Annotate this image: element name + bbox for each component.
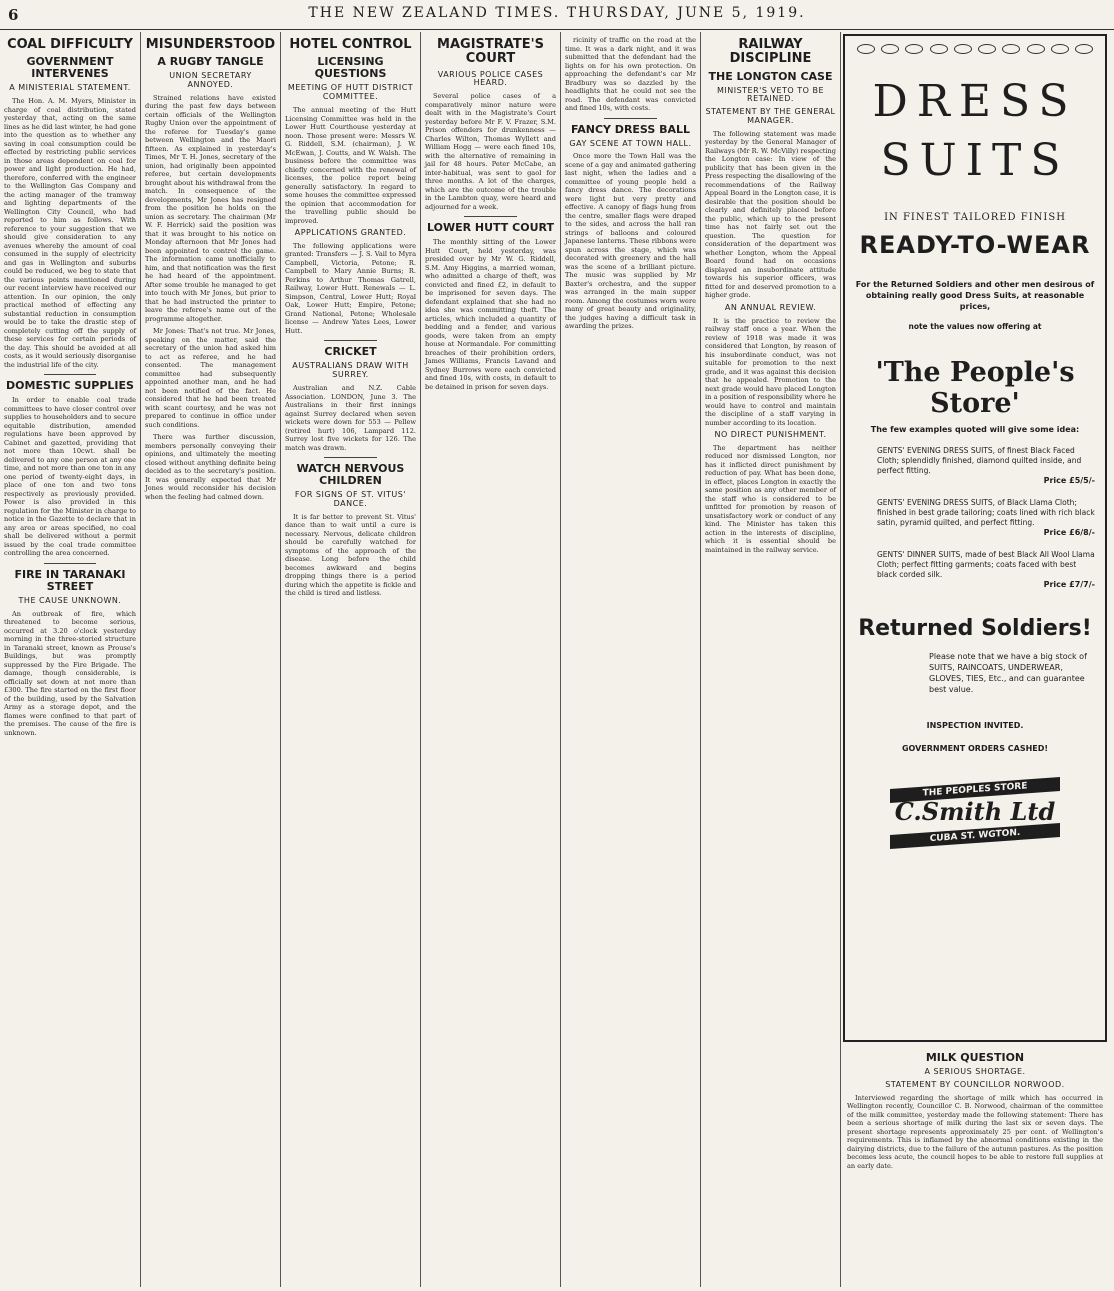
ad-ready-to-wear: READY-TO-WEAR [859,231,1091,259]
column-rugby [141,32,280,1287]
ad-subtitle: IN FINEST TAILORED FINISH [884,212,1066,223]
column-hotel [281,32,420,1287]
ad-item-price: Price £6/8/- [1043,528,1095,537]
headline-coal-difficulty: COAL DIFFICULTY [7,37,133,52]
article-text: Mr Jones: That's not true. Mr Jones, speaking on the matter, said the secretary of the union had asked him to act as referee, and he had consented. The management committee had subsequently appointed another man, and he had not been notified of the fact. He considered that he had been treated with scant courtesy, and he was not prepared to continue in office under such conditions. [145,327,276,429]
article-text: The department has neither reduced nor dismissed Longton, nor has it inflicted direct punishment by reduction of pay. What has been done, in effect, places Longton in exactly the same position as any other member of the staff who is considered to be unfitted for promotion by reason of unsatisfactory work or conduct of any kind. The Minister has taken this action in the interests of discipline, which it is essential should be maintained in the railway service. [705,443,836,554]
masthead [0,0,1114,30]
deck-cause-unknown: THE CAUSE UNKNOWN. [18,596,122,606]
article-text: The following applications were granted: Transfers — J. S. Vail to Myra Campbell, Victoria, Petone; R. Campbell to Mary Annie Burns; R. Perkins to Arthur Thomas Gatrell, Railway, Lower Hutt. Renewals — L. Simpson, Central, Lower Hutt; Royal Oak, Lower Hutt; Empire, Petone; Grand National, Petone; Wholesale license — Andrew Yates Lees, Lower Hutt. [285,241,416,335]
headline-nervous-children: WATCH NERVOUS CHILDREN [296,462,405,488]
divider [324,340,376,341]
deck-licensing: LICENSING QUESTIONS [314,55,387,81]
column-ball [561,32,700,1287]
article-text: The Hon. A. M. Myers, Minister in charge of coal distribution, stated yesterday that, acting on the same lines as he did last winter, he had gone into the question as to whether any saving in coal consumption could be effected by restricting public services in those areas dependent on coal for power and light production. He had, therefore, conferred with the engineer to the Wellington Gas Company and the acting manager of the tramway and lighting departments of the Wellington City Council, who had reported to him as follows. With reference to your suggestion that we should give consideration to any avenues whereby the amount of coal consumed in the supply of electricity and gas in Wellington and suburbs could be reduced, we beg to state that the various points mentioned during our recent interview have received our attention. In our opinion, the only practical method of effecting any substantial reduction in consumption would be to take the drastic step of completely cutting off the supply of these services for certain periods of the day. This should be avoided at all costs, as it would seriously disorganise the industrial life of the city. [4,97,136,369]
deck-general-manager: STATEMENT BY THE GENERAL MANAGER. [705,107,836,126]
c-smith-logo [890,783,1060,843]
headline-milk-question: MILK QUESTION [925,1051,1025,1064]
ad-item [855,446,1095,486]
headline-misunderstood: MISUNDERSTOOD [145,37,276,52]
deck-secretary: UNION SECRETARY ANNOYED. [169,71,252,90]
decorative-border [855,44,1095,54]
ad-title-suits: SUITS [880,135,1070,186]
deck-surrey: AUSTRALIANS DRAW WITH SURREY. [292,361,409,380]
headline-fire: FIRE IN TARANAKI STREET [14,567,126,593]
headline-lower-hutt-court: LOWER HUTT COURT [427,221,554,235]
article-text: The annual meeting of the Hutt Licensing Committee was held in the Lower Hutt Courthouse yesterday at noon. Those present were: Messrs W. G. Riddell, S.M. (chairman), J. W. McEwan, J. Coutts, and W. Walsh. The business before the committee was chiefly concerned with the renewal of licenses, the police report being generally satisfactory. In regard to some houses the committee expressed the opinion that accommodation for the travelling public should be improved. [285,106,416,225]
deck-rugby-tangle: A RUGBY TANGLE [157,55,264,69]
column-rule [840,32,841,1287]
ad-item-text: GENTS' EVENING DRESS SUITS, of finest Black Faced Cloth; splendidly finished, diamond quilted inside, and perfect fitting. [877,446,1082,475]
article-text: It is far better to prevent St. Vitus' dance than to wait until a cure is necessary. Nervous, delicate children should be carefully watched for symptoms of the approach of the disease. Long before the child becomes awkward and begins dropping things there is a period during which the appetite is fickle and the child is tired and listless. [285,512,416,598]
headline-domestic-supplies: DOMESTIC SUPPLIES [6,379,134,393]
article-text: It is the practice to review the railway staff once a year. When the review of 1918 was made it was considered that Longton, by reason of his insubordinate conduct, was not suitable for promotion to the next grade, and it was against this decision that he appealed. Promotion to the next grade would have placed Longton in a position of responsibility where he would have to control and maintain the discipline of a staff varying in number according to its location. [705,316,836,427]
subhead-annual-review: AN ANNUAL REVIEW. [724,302,817,312]
ad-returned-soldiers: Returned Soldiers! [858,616,1092,641]
ad-item-text: GENTS' DINNER SUITS, made of best Black All Wool Llama Cloth; perfect fitting garments; coats faced with best black corded silk. [877,550,1095,579]
ad-examples: The few examples quoted will give some idea: [870,425,1080,434]
article-text: Once more the Town Hall was the scene of a gay and animated gathering last night, when the ladies and a committee of young people held a fancy dress dance. The decorations were light but very pretty and effective. A canopy of flags hung from the centre, smaller flags were draped to the sides, and across the hall ran strings of balloons and coloured Japanese lanterns. These ribbons were spun across the stage, which was decorated with greenery and the hall was the scene of a brilliant picture. The music was supplied by Mr Baxter's orchestra, and the supper was arranged in the main supper room. Among the costumes worn were many of great beauty and originality, the judges having a difficult task in awarding the prizes. [565,152,696,331]
headline-cricket: CRICKET [324,345,377,359]
article-text: In order to enable coal trade committees to have closer control over supplies to householders and to secure equitable distribution, amended regulations have been approved by Cabinet and gazetted, providing that not more than 10cwt. shall be delivered to any one person at any one time, and not more than one ton in any one period of twenty-eight days, in place of one ton and two tons respectively as previously provided. Power is also provided in this regulation for the Minister in charge to notice in the Gazette to declare that in any area or areas specified, no coal shall be delivered without a permit issued by the coal trade committee controlling the area concerned. [4,396,136,558]
newspaper-title: THE NEW ZEALAND TIMES. THURSDAY, JUNE 5, 1919. [308,5,806,21]
divider [44,563,97,564]
page-number: 6 [8,6,19,24]
divider [324,457,376,458]
deck-ministerial: A MINISTERIAL STATEMENT. [9,83,131,93]
headline-fancy-dress-ball: FANCY DRESS BALL [570,122,691,136]
article-text: Strained relations have existed during the past few days between certain officials of the Wellington Rugby Union over the appointment of the referee for Tuesday's game between Wellington and the Maori fifteen. As explained in yesterday's Times, Mr T. H. Jones, secretary of the union, had originally been appointed referee, but certain developments brought about his withdrawal from the match. In consequence of the developments, Mr Jones has resigned from the position he holds on the union as secretary. The chairman (Mr W. F. Herrick) said the position was that it was brought to his notice on Monday afternoon that Mr Jones had been appointed to control the game. The information came unofficially to him, and that notification was the first he had heard of the appointment. After some trouble he managed to get into touch with Mr Jones, but prior to that he had instructed the printer to leave the referee's name out of the programme altogether. [145,93,276,323]
headline-railway-discipline: RAILWAY DISCIPLINE [729,37,812,67]
deck-government: GOVERNMENT INTERVENES [26,55,114,81]
deck-norwood: STATEMENT BY COUNCILLOR NORWOOD. [885,1079,1065,1089]
logo-top-band: THE PEOPLES STORE [890,777,1060,803]
deck-police-cases: VARIOUS POLICE CASES HEARD. [437,69,544,88]
article-text: Interviewed regarding the shortage of milk which has occurred in Wellington recently, Councillor C. B. Norwood, chairman of the committee of the milk committee, yesterday made the following statement: There has been a serious shortage of milk during the last six or seven days. The present shortage represents approximately 25 per cent. of Wellington's requirements. This is inflamed by the abnormal conditions existing in the dairying districts, due to the failure of the autumn pastures. As the position becomes less acute, the council hopes to be able to restore full supplies at an early date. [847,1093,1103,1170]
column-coal [0,32,140,1287]
article-text: An outbreak of fire, which threatened to become serious, occurred at 3.20 o'clock yesterday morning in the three-storied structure in Taranaki street, known as Prouse's Buildings, but was promptly suppressed by the Fire Brigade. The damage, though considerable, is officially set down at not more than £300. The fire started on the first floor of the building, used by the Salvation Army as a storage depot, and the flames were confined to that part of the premises. The cause of the fire is unknown. [4,609,136,737]
divider [604,118,656,119]
ad-inspection-invited: INSPECTION INVITED. [926,721,1024,730]
ad-item [855,498,1095,538]
deck-meeting: MEETING OF HUTT DISTRICT COMMITTEE. [287,83,414,102]
column-railway [701,32,840,1287]
article-text: Australian and N.Z. Cable Association. LONDON, June 3. The Australians in their first innings against Surrey declared when seven wickets were down for 553 — Pellew (retired hurt) 106, Lampard 112. Surrey lost five wickets for 126. The match was drawn. [285,384,416,452]
ad-title-dress: DRESS [872,76,1078,127]
ad-government-orders: GOVERNMENT ORDERS CASHED! [901,744,1049,753]
ad-note: note the values now offering at [908,322,1042,331]
ad-intro: For the Returned Soldiers and other men desirous of obtaining really good Dress Suits, at reasonable prices, [855,280,1095,311]
deck-town-hall: GAY SCENE AT TOWN HALL. [569,138,692,148]
article-text: The monthly sitting of the Lower Hutt Court, held yesterday, was presided over by Mr W. G. Riddell, S.M. Amy Higgins, a married woman, who admitted a charge of theft, was convicted and fined £2, in default to be imprisoned for seven days. The defendant explained that she had no idea she was committing theft. The articles, which included a quantity of bedding and a fender, and various goods, were taken from an empty house at Normandale. For committing breaches of their prohibition orders, James Williams, Francis Lavand and Sydney Burrows were each convicted and fined 10s, with costs, in default to be detained in prison for seven days. [425,238,556,391]
deck-st-vitus: FOR SIGNS OF ST. VITUS' DANCE. [294,490,407,509]
dress-suits-advertisement [843,34,1107,1042]
deck-shortage: A SERIOUS SHORTAGE. [924,1067,1026,1077]
deck-longton-case: THE LONGTON CASE [708,69,833,83]
ad-item-text: GENTS' EVENING DRESS SUITS, of Black Llama Cloth; finished in best grade tailoring; coats lined with rich black satin, pyramid quilted, and perfect fitting. [877,498,1095,527]
ad-item [855,550,1095,590]
logo-bottom-band: CUBA ST. WGTON. [890,823,1060,849]
headline-hotel-control: HOTEL CONTROL [289,37,412,52]
deck-veto: MINISTER'S VETO TO BE RETAINED. [716,85,825,104]
divider [464,216,516,217]
logo-name: C.Smith Ltd [894,797,1056,826]
article-text: The following statement was made yesterday by the General Manager of Railways (Mr R. W. McVilly) respecting the Longton case: In view of the publicity that has been given in the Press respecting the disallowing of the recommendations of the Railway Appeal Board in the Longton case, it is desirable that the position should be clearly and definitely placed before the public, which up to the present time has not fairly set out the question. The question for consideration of the department was whether Longton, whom the Appeal Board found had on occasions displayed an insubordinate attitude towards his superior officers, was fitted for and deserved promotion to a higher grade. [705,129,836,300]
article-text: There was further discussion, members personally conveying their opinions, and ultimately the meeting closed without anything definite being decided as to the secretary's position. It was generally expected that Mr Jones would reconsider his decision when the feeling had calmed down. [145,433,276,501]
subhead-no-punishment: NO DIRECT PUNISHMENT. [714,430,827,440]
column-milk [843,1048,1107,1287]
column-court [421,32,560,1287]
divider [44,374,97,375]
ad-stock-note: Please note that we have a big stock of SUITS, RAINCOATS, UNDERWEAR, GLOVES, TIES, Etc., and can guarantee best value. [929,652,1087,694]
article-text: Several police cases of a comparatively minor nature were dealt with in the Magistrate's Court yesterday before Mr F. V. Frazer, S.M. Prison offenders for drunkenness — Charles Wilton, Thomas Wyllett and William Hogg — were each fined 10s, with the alternative of remaining in jail for 48 hours. Peter McCabe, an inter-habitual, was sent to gaol for three months. A lot of the charges, which are the outcome of the trouble in the Lambton quay, were heard and adjourned for a week. [425,92,556,211]
headline-magistrates-court: MAGISTRATE'S COURT [437,37,544,67]
subhead-applications: APPLICATIONS GRANTED. [294,228,407,238]
article-text: ricinity of traffic on the road at the time. It was a dark night, and it was submitted that the defendant had the lights on for his own protection. On approaching the defendant's car Mr Bradbury was so dazzled by the headlights that he could not see the road. The defendant was convicted and fined 10s, with costs. [565,36,696,112]
ad-store-name: 'The People's Store' [875,357,1075,419]
ad-item-price: Price £5/5/- [1043,476,1095,485]
ad-item-price: Price £7/7/- [1043,580,1095,589]
